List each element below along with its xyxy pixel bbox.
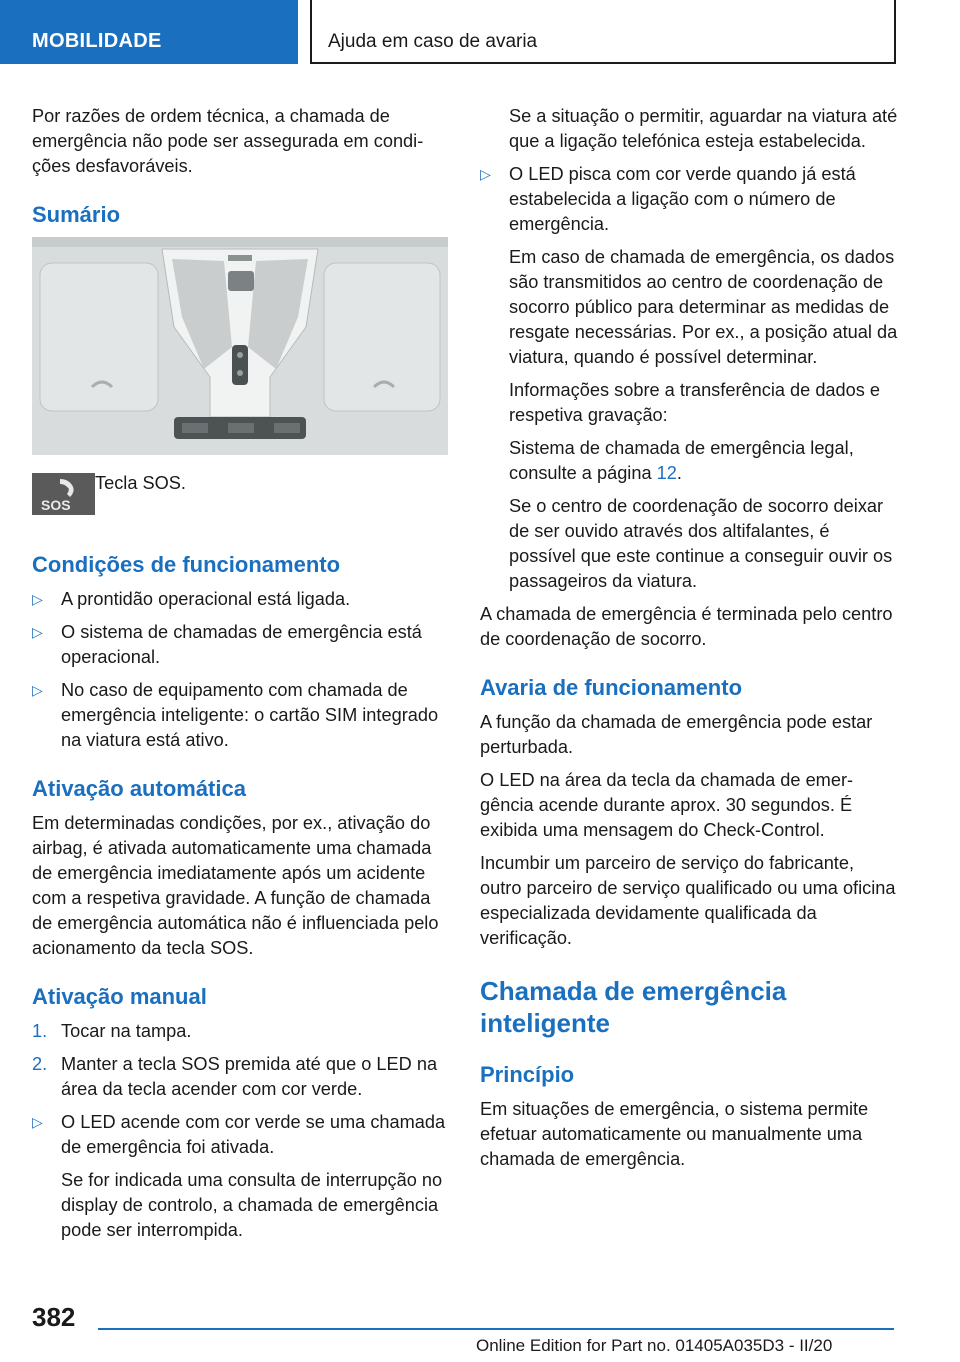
triangle-bullet-icon: ▷ (32, 624, 43, 640)
sos-key-row (32, 469, 450, 529)
page-link[interactable]: 12 (656, 463, 677, 483)
section-title: MOBILIDADE (32, 30, 162, 52)
wait-text: Se a situação o permitir, aguardar na viatura até que a ligação telefónica esteja estabelecida. (509, 106, 898, 151)
heading-auto-activation: Ativação automática (32, 776, 246, 801)
triangle-bullet-icon: ▷ (32, 591, 43, 607)
sos-key-label: Tecla SOS. (95, 473, 186, 493)
page-number: 382 (32, 1302, 76, 1332)
principle-text: Em situações de emergência, o sistema permite efetuar automaticamente ou manualmente uma chamada de emergência. (480, 1099, 869, 1169)
section-tab (0, 0, 298, 64)
list-item: ▷ O sistema de chamadas de emergência está operacional. (32, 622, 422, 667)
step-number: 1. (32, 1021, 48, 1041)
speaker-text: Se o centro de coordenação de socorro deixar de ser ouvido através dos altifalantes, é possível que este continue a conseguir ouvir os passageiros da viatura. (509, 496, 893, 591)
heading-manual-activation: Ativação manual (32, 984, 207, 1009)
overhead-console-photo (32, 237, 448, 455)
malfunction-p2: O LED na área da tecla da chamada de emergência acende durante aprox. 30 segundos. É exibida uma mensagem do Check-Control. (480, 770, 854, 840)
list-item: ▷ A prontidão operacional está ligada. (32, 587, 450, 612)
step-item: 2. Manter a tecla SOS premida até que o LED na área da tecla acender com cor verde. (32, 1054, 438, 1099)
led-subtext: Se for indicada uma consulta de interrupção no display de controlo, a chamada de emergência pode ser interrompida. (61, 1170, 443, 1240)
right-column (480, 104, 898, 1180)
triangle-bullet-icon: ▷ (480, 166, 491, 182)
data-info-text: Informações sobre a transferência de dados e respetiva gravação: (509, 380, 881, 425)
list-item: ▷ O LED pisca com cor verde quando já está estabelecida a ligação com o número de emergência. (480, 164, 856, 234)
left-column (32, 104, 450, 1251)
heading-sumario: Sumário (32, 202, 121, 227)
triangle-bullet-icon: ▷ (32, 682, 43, 698)
heading-principle: Princípio (480, 1062, 575, 1087)
heading-malfunction: Avaria de funcionamento (480, 675, 743, 700)
auto-activation-text: Em determinadas condições, por ex., ativação do airbag, é ativada automaticamente uma chamada de emergência imediatamente após um acidente com a respetiva gravidade. A função de chamada de emergência automática não é influenciada pelo acionamento da tecla SOS. (32, 813, 439, 958)
heading-conditions: Condições de funcionamento (32, 552, 341, 577)
sos-key-icon (32, 473, 95, 515)
step-item: 1. Tocar na tampa. (32, 1019, 450, 1044)
step-number: 2. (32, 1054, 48, 1074)
malfunction-p1: A função da chamada de emergência pode estar perturbada. (480, 712, 873, 757)
heading-intelligent-call: Chamada de emergência inteligente (480, 976, 787, 1038)
list-item: ▷ O LED acende com cor verde se uma chamada de emergência foi ativada. (32, 1112, 446, 1157)
call-end-text: A chamada de emergência é terminada pelo centro de coordenação de socorro. (480, 604, 893, 649)
data-transfer-text: Em caso de chamada de emergência, os dados são transmitidos ao centro de coordenação de socorro público para determinar as medidas de resgate necessárias. Por ex., a posição atual da viatura, quando é possível determinar. (509, 247, 898, 367)
edition-text: Online Edition for Part no. 01405A035D3 - II/20 (476, 1336, 833, 1355)
legal-system-text: Sistema de chamada de emergência legal, consulte a página 12. (509, 438, 854, 483)
sos-icon-text: SOS (41, 497, 71, 513)
chapter-title: Ajuda em caso de avaria (328, 31, 538, 52)
list-item: ▷ No caso de equipamento com chamada de emergência inteligente: o cartão SIM integrado na viatura está ativo. (32, 680, 439, 750)
chapter-tab (310, 0, 896, 64)
intro-paragraph: Por razões de ordem técnica, a chamada de emergência não pode ser assegurada em condições desfavoráveis. (32, 106, 424, 176)
footer-divider (98, 1328, 894, 1330)
malfunction-p3: Incumbir um parceiro de serviço do fabricante, outro parceiro de serviço qualificado ou uma oficina especializada devidamente qualificada da verificação. (480, 853, 896, 948)
triangle-bullet-icon: ▷ (32, 1114, 43, 1130)
